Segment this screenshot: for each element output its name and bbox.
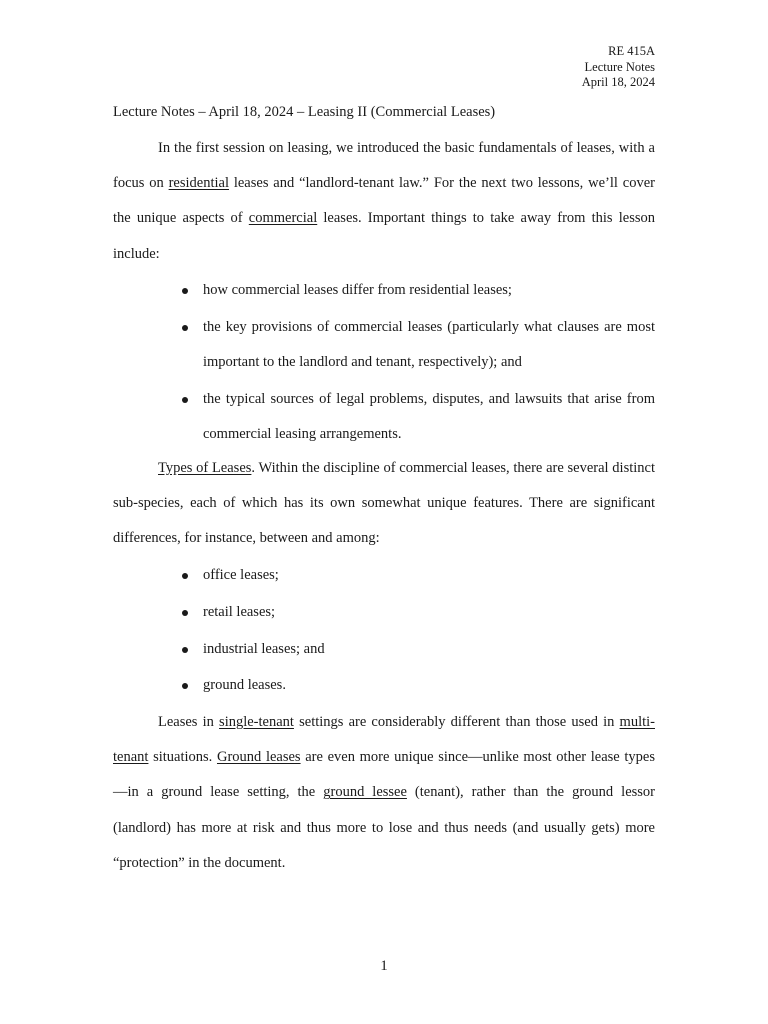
list-item bbox=[203, 310, 655, 380]
takeaways-list bbox=[203, 273, 655, 454]
ground-lessee-term: ground lessee bbox=[323, 784, 407, 801]
list-item bbox=[203, 382, 655, 452]
intro-text-2: leases and “landlord-tenant law.” For the next two lessons, we’ll cover the unique aspects of bbox=[113, 175, 655, 227]
bullet-icon bbox=[182, 573, 188, 579]
types-paragraph bbox=[113, 451, 655, 557]
closing-text-4: are even more unique since—unlike most other lease types—in a ground lease setting, the bbox=[113, 749, 655, 801]
list-item bbox=[203, 558, 655, 593]
list-item-text: ground leases. bbox=[203, 677, 286, 694]
bullet-icon bbox=[182, 683, 188, 689]
list-item-text: retail leases; bbox=[203, 603, 276, 620]
list-item bbox=[203, 668, 655, 703]
closing-text-5: (tenant), rather than the ground lessor (landlord) has more at risk and thus more to lose and thus needs (and usually gets) more “protection” in the document. bbox=[113, 784, 655, 871]
closing-text-3: situations. bbox=[148, 749, 217, 766]
residential-term: residential bbox=[168, 175, 229, 192]
intro-text-3: leases. Important things to take away from this lesson include: bbox=[113, 210, 655, 262]
ground-leases-term: Ground leases bbox=[216, 749, 301, 766]
multi-tenant-term: multi-tenant bbox=[113, 714, 655, 766]
closing-text-2: settings are considerably different than those used in bbox=[293, 714, 620, 730]
lease-types-list bbox=[203, 558, 655, 705]
bullet-icon bbox=[182, 288, 188, 294]
commercial-term: commercial bbox=[248, 210, 318, 227]
single-tenant-term: single-tenant bbox=[219, 714, 294, 730]
bullet-icon bbox=[182, 647, 188, 653]
course-code: RE 415A bbox=[608, 44, 655, 58]
list-item-text: how commercial leases differ from residential leases; bbox=[203, 282, 512, 298]
bullet-icon bbox=[182, 397, 188, 403]
intro-paragraph bbox=[113, 131, 655, 272]
list-item bbox=[203, 273, 655, 308]
closing-paragraph bbox=[113, 705, 655, 881]
closing-text-1: Leases in bbox=[158, 714, 220, 730]
list-item-text: office leases; bbox=[203, 567, 279, 583]
bullet-icon bbox=[182, 325, 188, 331]
list-item-text: the key provisions of commercial leases (particularly what clauses are most important to the landlord and tenant, respectively); and bbox=[203, 318, 655, 370]
document-type: Lecture Notes bbox=[584, 59, 655, 74]
list-item-text: industrial leases; and bbox=[203, 640, 325, 657]
list-item bbox=[203, 595, 655, 630]
types-heading: Types of Leases bbox=[158, 460, 252, 476]
bullet-icon bbox=[182, 610, 188, 616]
page-number: 1 bbox=[380, 958, 388, 974]
header-date: April 18, 2024 bbox=[581, 75, 655, 89]
document-title: Lecture Notes – April 18, 2024 – Leasing II (Commercial Leases) bbox=[113, 104, 496, 120]
list-item-text: the typical sources of legal problems, disputes, and lawsuits that arise from commercial leasing arrangements. bbox=[203, 390, 655, 442]
page-header bbox=[582, 44, 655, 91]
list-item bbox=[203, 632, 655, 667]
intro-text-1: In the first session on leasing, we introduced the basic fundamentals of leases, with a focus on bbox=[113, 140, 655, 192]
types-text: . Within the discipline of commercial leases, there are several distinct sub-species, each of which has its own somewhat unique features. There are significant differences, for instance, between and among: bbox=[113, 460, 655, 547]
